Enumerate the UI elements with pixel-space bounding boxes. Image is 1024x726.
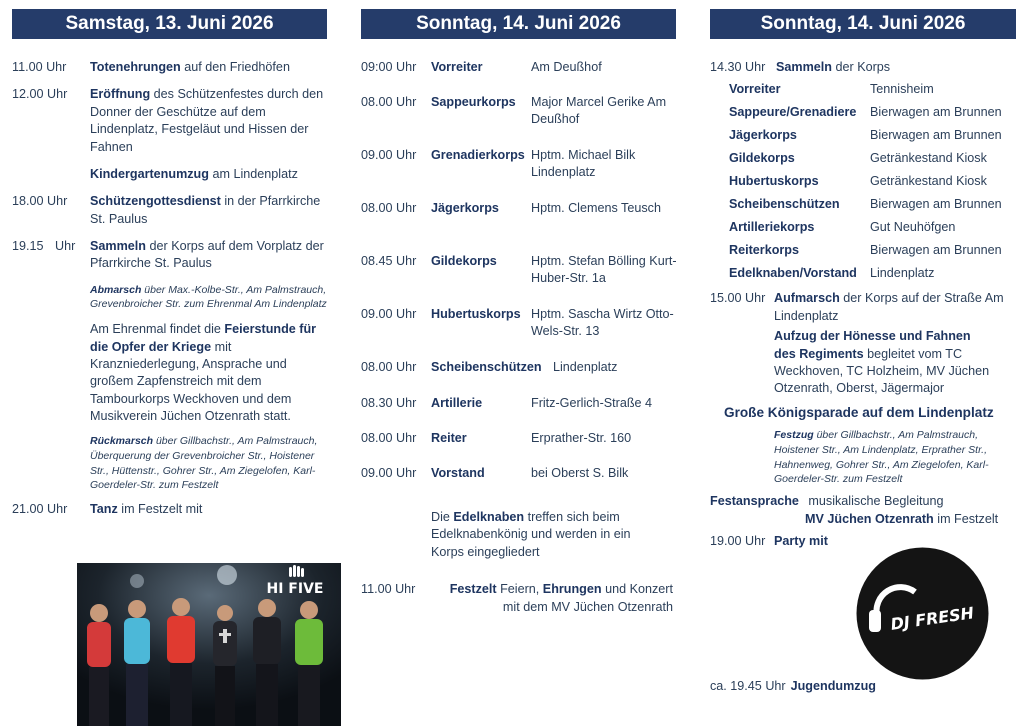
entry-title: Festzelt bbox=[449, 582, 497, 597]
entry-text bbox=[431, 581, 679, 616]
entry-time: 14.30 Uhr bbox=[710, 60, 766, 74]
entry-time: 11.00 Uhr bbox=[361, 582, 416, 597]
route-detail: über Gillbachstr., Am Palmstrauch, Hoistener Str., Am Lindenplatz, Erprather Str., Hahnenweg, Gohrer Str., Am Ziegelofen, Karl-Goerdeler-Str. zum Festzelt bbox=[774, 429, 989, 486]
entry-text bbox=[90, 238, 330, 273]
entry-title: Aufmarsch bbox=[774, 291, 840, 306]
assembly-row bbox=[361, 359, 679, 395]
entry-detail: der Korps auf der Straße Am Lindenplatz bbox=[774, 291, 1004, 323]
route-note bbox=[12, 283, 330, 312]
gathering-row bbox=[710, 242, 1016, 265]
schedule-entry bbox=[12, 166, 330, 183]
row-time: 08.45 Uhr bbox=[361, 254, 417, 268]
row-place: Erprather-Str. 160 bbox=[531, 431, 632, 445]
route-detail: über Gillbachstr., Am Palmstrauch, Überquerung der Grevenbroicher Str., Hoistener Str., Hüttenstr., Gohrer Str., Am Ziegelofen, Karl-Goerdeler-Str. zum Festzelt bbox=[90, 435, 318, 492]
row-time: 08.00 Uhr bbox=[361, 360, 417, 374]
route-detail: über Max.-Kolbe-Str., Am Palmstrauch, Grevenbroicher Str. zum Ehrenmal Am Lindenplatz bbox=[90, 283, 327, 311]
assembly-row bbox=[361, 430, 679, 465]
row-place: bei Oberst S. Bilk bbox=[531, 466, 629, 480]
route-title: Rückmarsch bbox=[90, 435, 154, 448]
row-corps: Grenadierkorps bbox=[431, 148, 525, 162]
gathering-row bbox=[710, 127, 1016, 150]
note-detail: treffen sich beim Edelknabenkönig und werden in ein Korps eingegliedert bbox=[431, 510, 631, 559]
day-header: Sonntag, 14. Juni 2026 bbox=[361, 9, 676, 39]
entry-text bbox=[776, 59, 1016, 76]
row-time: 09:00 Uhr bbox=[361, 60, 417, 74]
row-place: Major Marcel Gerike Am Deußhof bbox=[531, 95, 667, 127]
entry-title: Feierstunde für die Opfer der Kriege bbox=[90, 322, 317, 354]
dj-logo bbox=[855, 546, 990, 681]
entry-time: 19.00 Uhr bbox=[710, 533, 766, 548]
gathering-row bbox=[710, 265, 1016, 284]
entry-text bbox=[774, 328, 994, 398]
gathering-row bbox=[710, 150, 1016, 173]
row-corps: Scheibenschützen bbox=[431, 360, 542, 374]
row-corps: Hubertuskorps bbox=[729, 174, 819, 189]
schedule-entry bbox=[710, 59, 1016, 76]
schedule-entry bbox=[710, 290, 1016, 325]
route-title: Festzug bbox=[774, 429, 814, 442]
entry-title-2: Ehrungen bbox=[542, 582, 602, 597]
row-place: Hptm. Clemens Teusch bbox=[531, 201, 661, 215]
schedule-entry bbox=[12, 59, 330, 76]
entry-text bbox=[90, 166, 330, 183]
day-header: Samstag, 13. Juni 2026 bbox=[12, 9, 327, 39]
entry-text bbox=[90, 59, 330, 76]
entry-detail-2: im Festzelt bbox=[933, 511, 999, 526]
entry-time: 18.00 Uhr bbox=[12, 194, 68, 209]
route-note bbox=[12, 434, 330, 493]
route-title: Abmarsch bbox=[90, 283, 142, 296]
row-corps: Reiterkorps bbox=[729, 243, 799, 258]
column-saturday bbox=[12, 9, 330, 519]
row-place: Hptm. Sascha Wirtz Otto-Wels-Str. 13 bbox=[531, 307, 674, 339]
row-place: Fritz-Gerlich-Straße 4 bbox=[531, 396, 653, 410]
band-photo bbox=[77, 563, 341, 726]
route-text bbox=[774, 428, 1016, 487]
entry-title: Sammeln bbox=[776, 60, 832, 74]
schedule-entry bbox=[710, 328, 1016, 398]
route-text bbox=[90, 283, 330, 312]
gathering-row bbox=[710, 81, 1016, 104]
row-corps: Artilleriekorps bbox=[729, 220, 815, 235]
route-note bbox=[710, 428, 1016, 487]
entry-time: 12.00 Uhr bbox=[12, 87, 68, 102]
row-time: 08.00 Uhr bbox=[361, 201, 417, 215]
row-corps: Hubertuskorps bbox=[431, 307, 521, 321]
schedule-entry bbox=[12, 501, 330, 518]
entry-title: Totenehrungen bbox=[90, 60, 181, 74]
row-place: Hptm. Michael Bilk Lindenplatz bbox=[531, 148, 636, 180]
entry-time: ca. 19.45 Uhr bbox=[710, 679, 786, 693]
note-intro: Die bbox=[431, 510, 454, 524]
entry-text bbox=[90, 321, 330, 425]
entry-title: Festansprache bbox=[710, 494, 799, 509]
row-corps: Jägerkorps bbox=[431, 201, 499, 215]
entry-detail: musikalische Begleitung bbox=[804, 494, 944, 509]
row-place: Lindenplatz bbox=[553, 360, 618, 374]
row-place: Bierwagen am Brunnen bbox=[870, 105, 1002, 120]
entry-title: Aufzug der Hönesse und Fahnen des Regiments bbox=[774, 329, 971, 361]
schedule-entry bbox=[361, 581, 679, 616]
entry-detail: mit Kranzniederlegung, Ansprache und großem Zapfenstreich mit dem Tambourkorps Weckhoven und dem Musikverein Jüchen Otzenrath statt. bbox=[90, 339, 292, 423]
entry-detail: des Schützenfestes durch den Donner der Geschütze auf dem Lindenplatz, Festgeläut und Hissen der Fahnen bbox=[90, 87, 324, 154]
assembly-row bbox=[361, 395, 679, 430]
entry-detail: im Festzelt mit bbox=[117, 502, 203, 517]
headphone-cup bbox=[869, 610, 881, 632]
row-time: 08.00 Uhr bbox=[361, 431, 417, 445]
entry-detail: auf den Friedhöfen bbox=[180, 60, 290, 74]
assembly-row bbox=[361, 94, 679, 147]
gathering-row bbox=[710, 219, 1016, 242]
row-place: Gut Neuhöfgen bbox=[870, 220, 956, 235]
row-corps: Vorreiter bbox=[729, 82, 781, 97]
row-corps: Vorstand bbox=[431, 466, 485, 480]
row-corps: Reiter bbox=[431, 431, 467, 445]
band-photo-illustration bbox=[77, 563, 341, 726]
schedule-entry bbox=[710, 493, 1016, 528]
entry-time: 19.15 Uhr bbox=[12, 239, 76, 253]
row-corps: Gildekorps bbox=[729, 151, 795, 166]
entry-title: Sammeln bbox=[90, 239, 146, 253]
assembly-row bbox=[361, 147, 679, 200]
entry-intro: Am Ehrenmal findet die bbox=[90, 322, 225, 337]
column-sunday-morning bbox=[361, 9, 679, 616]
entry-detail: der Korps bbox=[832, 60, 891, 74]
note-title: Edelknaben bbox=[453, 510, 525, 524]
entry-title: Tanz bbox=[90, 502, 118, 517]
row-place: Bierwagen am Brunnen bbox=[870, 197, 1002, 212]
row-time: 08.00 Uhr bbox=[361, 95, 417, 109]
assembly-row bbox=[361, 306, 679, 359]
entry-detail: Feiern, bbox=[496, 582, 543, 597]
gathering-list bbox=[710, 81, 1016, 284]
day-header: Sonntag, 14. Juni 2026 bbox=[710, 9, 1016, 39]
row-corps: Jägerkorps bbox=[729, 128, 797, 143]
gathering-row bbox=[710, 196, 1016, 219]
row-corps: Edelknaben/Vorstand bbox=[729, 266, 857, 281]
entry-detail-2: und Konzert mit dem MV Jüchen Otzenrath bbox=[502, 582, 673, 614]
route-text bbox=[90, 434, 330, 493]
schedule-entry bbox=[12, 321, 330, 425]
row-place: Tennisheim bbox=[870, 82, 934, 97]
row-place: Getränkestand Kiosk bbox=[870, 174, 987, 189]
entry-detail: der Korps auf dem Vorplatz der Pfarrkirche St. Paulus bbox=[90, 239, 324, 271]
schedule-entry bbox=[12, 86, 330, 156]
row-place: Bierwagen am Brunnen bbox=[870, 243, 1002, 258]
row-time: 09.00 Uhr bbox=[361, 307, 417, 321]
entry-detail: in der Pfarrkirche St. Paulus bbox=[90, 194, 321, 226]
entry-title: Jugendumzug bbox=[790, 679, 876, 693]
entry-time: 21.00 Uhr bbox=[12, 502, 68, 517]
assembly-list bbox=[361, 59, 679, 509]
row-place: Getränkestand Kiosk bbox=[870, 151, 987, 166]
note-text bbox=[431, 509, 661, 561]
row-corps: Gildekorps bbox=[431, 254, 497, 268]
row-place: Am Deußhof bbox=[531, 60, 602, 74]
row-place: Hptm. Stefan Bölling Kurt-Huber-Str. 1a bbox=[531, 254, 677, 286]
edelknaben-note bbox=[361, 509, 679, 561]
row-time: 08.30 Uhr bbox=[361, 396, 417, 410]
gathering-row bbox=[710, 173, 1016, 196]
entry-title: Party mit bbox=[774, 533, 828, 548]
gathering-row bbox=[710, 104, 1016, 127]
entry-text bbox=[774, 290, 1016, 325]
row-corps: Sappeure/Grenadiere bbox=[729, 105, 857, 120]
row-corps: Scheibenschützen bbox=[729, 197, 840, 212]
dj-logo-graphic bbox=[855, 546, 990, 681]
entry-time: 15.00 Uhr bbox=[710, 291, 766, 306]
row-time: 09.00 Uhr bbox=[361, 466, 417, 480]
entry-detail: begleitet vom TC Weckhoven, TC Holzheim, MV Jüchen Otzenrath, Oberst, Jägermajor bbox=[774, 346, 990, 396]
row-corps: Artillerie bbox=[431, 396, 483, 410]
entry-text bbox=[90, 86, 330, 156]
entry-detail: am Lindenplatz bbox=[208, 166, 298, 181]
entry-title: Kindergartenumzug bbox=[90, 166, 209, 181]
row-place: Lindenplatz bbox=[870, 266, 935, 281]
row-corps: Sappeurkorps bbox=[431, 95, 516, 109]
assembly-row bbox=[361, 253, 679, 306]
assembly-row bbox=[361, 465, 679, 509]
band-logo: HI FIVE bbox=[266, 581, 324, 597]
entry-title: Eröffnung bbox=[90, 87, 151, 102]
dj-logo-text: DJ FRESH bbox=[889, 603, 976, 634]
row-corps: Vorreiter bbox=[431, 60, 483, 74]
parade-heading: Große Königsparade auf dem Lindenplatz bbox=[724, 404, 994, 420]
entry-text bbox=[90, 501, 330, 518]
assembly-row bbox=[361, 59, 679, 94]
schedule-entry bbox=[12, 193, 330, 228]
schedule-entry bbox=[12, 238, 330, 273]
entry-title: Schützengottesdienst bbox=[90, 194, 221, 209]
entry-title-2: MV Jüchen Otzenrath bbox=[805, 511, 934, 526]
row-time: 09.00 Uhr bbox=[361, 148, 417, 162]
entry-time: 11.00 Uhr bbox=[12, 60, 67, 74]
entry-text bbox=[90, 193, 330, 228]
row-place: Bierwagen am Brunnen bbox=[870, 128, 1002, 143]
assembly-row bbox=[361, 200, 679, 253]
